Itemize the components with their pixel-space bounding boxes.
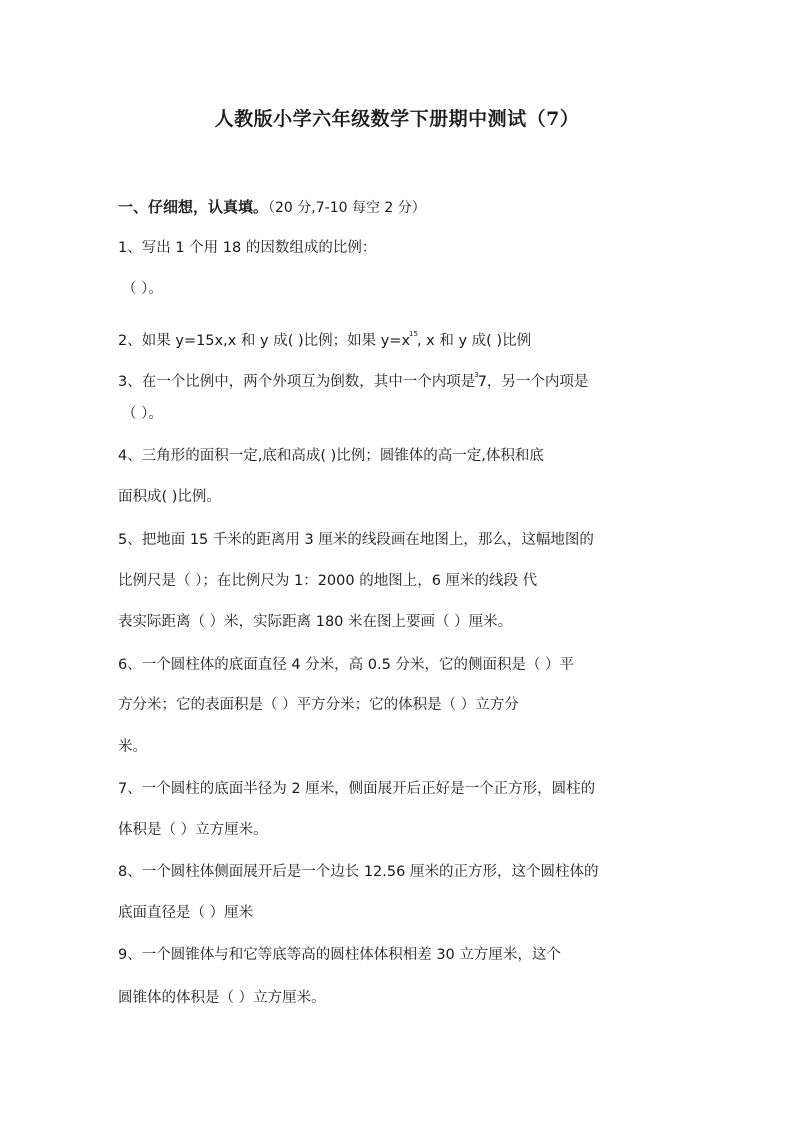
question-3-text-end: 7，另一个内项是 [477, 374, 589, 390]
question-2-superscript: 15 [409, 330, 418, 338]
section-title: 一、仔细想，认真填。 [118, 198, 269, 216]
question-6-line-3: 米。 [118, 739, 147, 755]
question-3-superscript: 3 [474, 371, 479, 379]
question-4-line-2: 面积成( )比例。 [118, 489, 221, 505]
question-3-line-2: （ ）。 [122, 406, 163, 422]
question-6-line-1: 6、一个圆柱体的底面直径 4 分米，高 0.5 分米，它的侧面积是（ ）平 [118, 657, 575, 673]
question-8-line-1: 8、一个圆柱体侧面展开后是一个边长 12.56 厘米的正方形，这个圆柱体的 [118, 864, 599, 880]
question-5-line-1: 5、把地面 15 千米的距离用 3 厘米的线段画在地图上，那么，这幅地图的 [118, 532, 594, 548]
section-heading [118, 197, 426, 218]
question-7-line-1: 7、一个圆柱的底面半径为 2 厘米，侧面展开后正好是一个正方形，圆柱的 [118, 781, 596, 797]
question-3-line-1 [118, 365, 588, 392]
question-5-line-2: 比例尺是（ ）；在比例尺为 1：2000 的地图上，6 厘米的线段 代 [118, 573, 538, 589]
section-score-note: （20 分,7-10 每空 2 分） [268, 200, 426, 216]
question-3-text-start: 3、在一个比例中，两个外项互为倒数，其中一个内项是 [118, 374, 476, 390]
question-8-line-2: 底面直径是（ ）厘米 [118, 905, 254, 921]
question-4-line-1: 4、三角形的面积一定,底和高成( )比例；圆锥体的高一定,体积和底 [118, 448, 544, 464]
question-9-line-1: 9、一个圆锥体与和它等底等高的圆柱体体积相差 30 立方厘米，这个 [118, 947, 561, 963]
question-9-line-2: 圆锥体的体积是（ ）立方厘米。 [118, 990, 326, 1006]
question-6-line-2: 方分米；它的表面积是（ ）平方分米；它的体积是（ ）立方分 [118, 697, 519, 713]
question-2-text-start: 2、如果 y=15x,x 和 y 成( )比例；如果 y=x [118, 333, 411, 349]
question-2-text-end: , x 和 y 成( )比例 [416, 333, 532, 349]
question-1-line-1: 1、写出 1 个用 18 的因数组成的比例： [118, 240, 377, 256]
question-5-line-3: 表实际距离（ ）米，实际距离 180 米在图上要画（ ）厘米。 [118, 614, 513, 630]
question-1-line-2: （ ）。 [122, 281, 163, 297]
question-2-line [118, 324, 531, 351]
question-7-line-2: 体积是（ ）立方厘米。 [118, 822, 268, 838]
page-title: 人教版小学六年级数学下册期中测试（7） [214, 108, 580, 130]
